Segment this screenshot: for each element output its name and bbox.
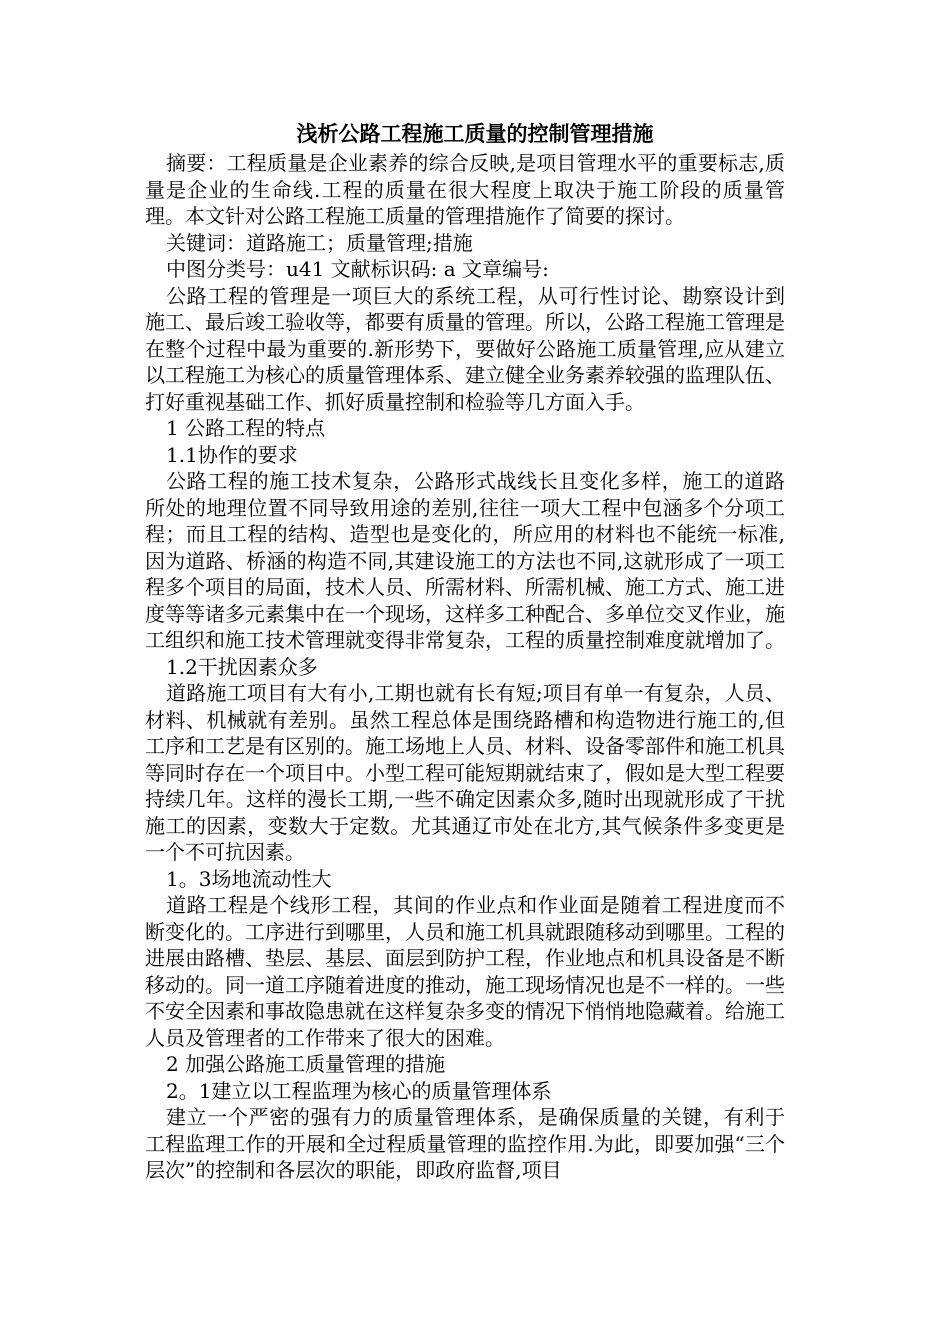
abstract: 摘要：工程质量是企业素养的综合反映,是项目管理水平的重要标志,质量是企业的生命线.工程的质量在很大程度上取决于施工阶段的质量管理。本文针对公路工程施工质量的管理措施作了简要的探讨。 [145, 151, 785, 228]
document-page [145, 118, 785, 1184]
section-1-2-paragraph: 道路施工项目有大有小,工期也就有长有短;项目有单一有复杂，人员、材料、机械就有差别。虽然工程总体是围绕路槽和构造物进行施工的,但工序和工艺是有区别的。施工场地上人员、材料、设备零部件和施工机具等同时存在一个项目中。小型工程可能短期就结束了，假如是大型工程要持续几年。这样的漫长工期,一些不确定因素众多,随时出现就形成了干扰施工的因素，变数大于定数。尤其通辽市处在北方,其气候条件多变更是一个不可抗因素。 [145, 681, 785, 864]
section-1-3-heading: 1。3场地流动性大 [166, 866, 332, 891]
section-1-1-paragraph: 公路工程的施工技术复杂，公路形式战线长且变化多样，施工的道路所处的地理位置不同导致用途的差别,往往一项大工程中包涵多个分项工程；而且工程的结构、造型也是变化的，所应用的材料也不能统一标准,因为道路、桥涵的构造不同,其建设施工的方法也不同,这就形成了一项工程多个项目的局面，技术人员、所需材料、所需机械、施工方式、施工进度等等诸多元素集中在一个现场，这样多工种配合、多单位交叉作业，施工组织和施工技术管理就变得非常复杂，工程的质量控制难度就增加了。 [145, 469, 785, 652]
document-title: 浅析公路工程施工质量的控制管理措施 [296, 122, 654, 146]
section-2-1-heading: 2。1建立以工程监理为核心的质量管理体系 [166, 1078, 552, 1103]
keywords: 关键词：道路施工；质量管理;措施 [166, 230, 473, 255]
intro-paragraph: 公路工程的管理是一项巨大的系统工程，从可行性讨论、勘察设计到施工、最后竣工验收等，都要有质量的管理。所以，公路工程施工管理是在整个过程中最为重要的.新形势下，要做好公路施工质量管理,应从建立以工程施工为核心的质量管理体系、建立健全业务素养较强的监理队伍、打好重视基础工作、抓好质量控制和检验等几方面入手。 [145, 283, 785, 414]
classification-line: 中图分类号：u41 文献标识码: a 文章编号: [166, 257, 549, 281]
section-2-1-paragraph: 建立一个严密的强有力的质量管理体系，是确保质量的关键，有利于工程监理工作的开展和全过程质量管理的监控作用.为此，即要加强“三个层次”的控制和各层次的职能，即政府监督,项目 [145, 1105, 785, 1182]
section-2-heading: 2 加强公路施工质量管理的措施 [166, 1052, 446, 1076]
section-1-1-heading: 1.1协作的要求 [166, 442, 298, 467]
section-1-3-paragraph: 道路工程是个线形工程，其间的作业点和作业面是随着工程进度而不断变化的。工序进行到哪里，人员和施工机具就跟随移动到哪里。工程的进展由路槽、垫层、基层、面层到防护工程，作业地点和机具设备是不断移动的。同一道工序随着进度的推动，施工现场情况也是不一样的。一些不安全因素和事故隐患就在这样复杂多变的情况下悄悄地隐藏着。给施工人员及管理者的工作带来了很大的困难。 [145, 893, 785, 1050]
section-1-2-heading: 1.2干扰因素众多 [166, 654, 318, 679]
section-1-heading: 1 公路工程的特点 [166, 416, 326, 440]
